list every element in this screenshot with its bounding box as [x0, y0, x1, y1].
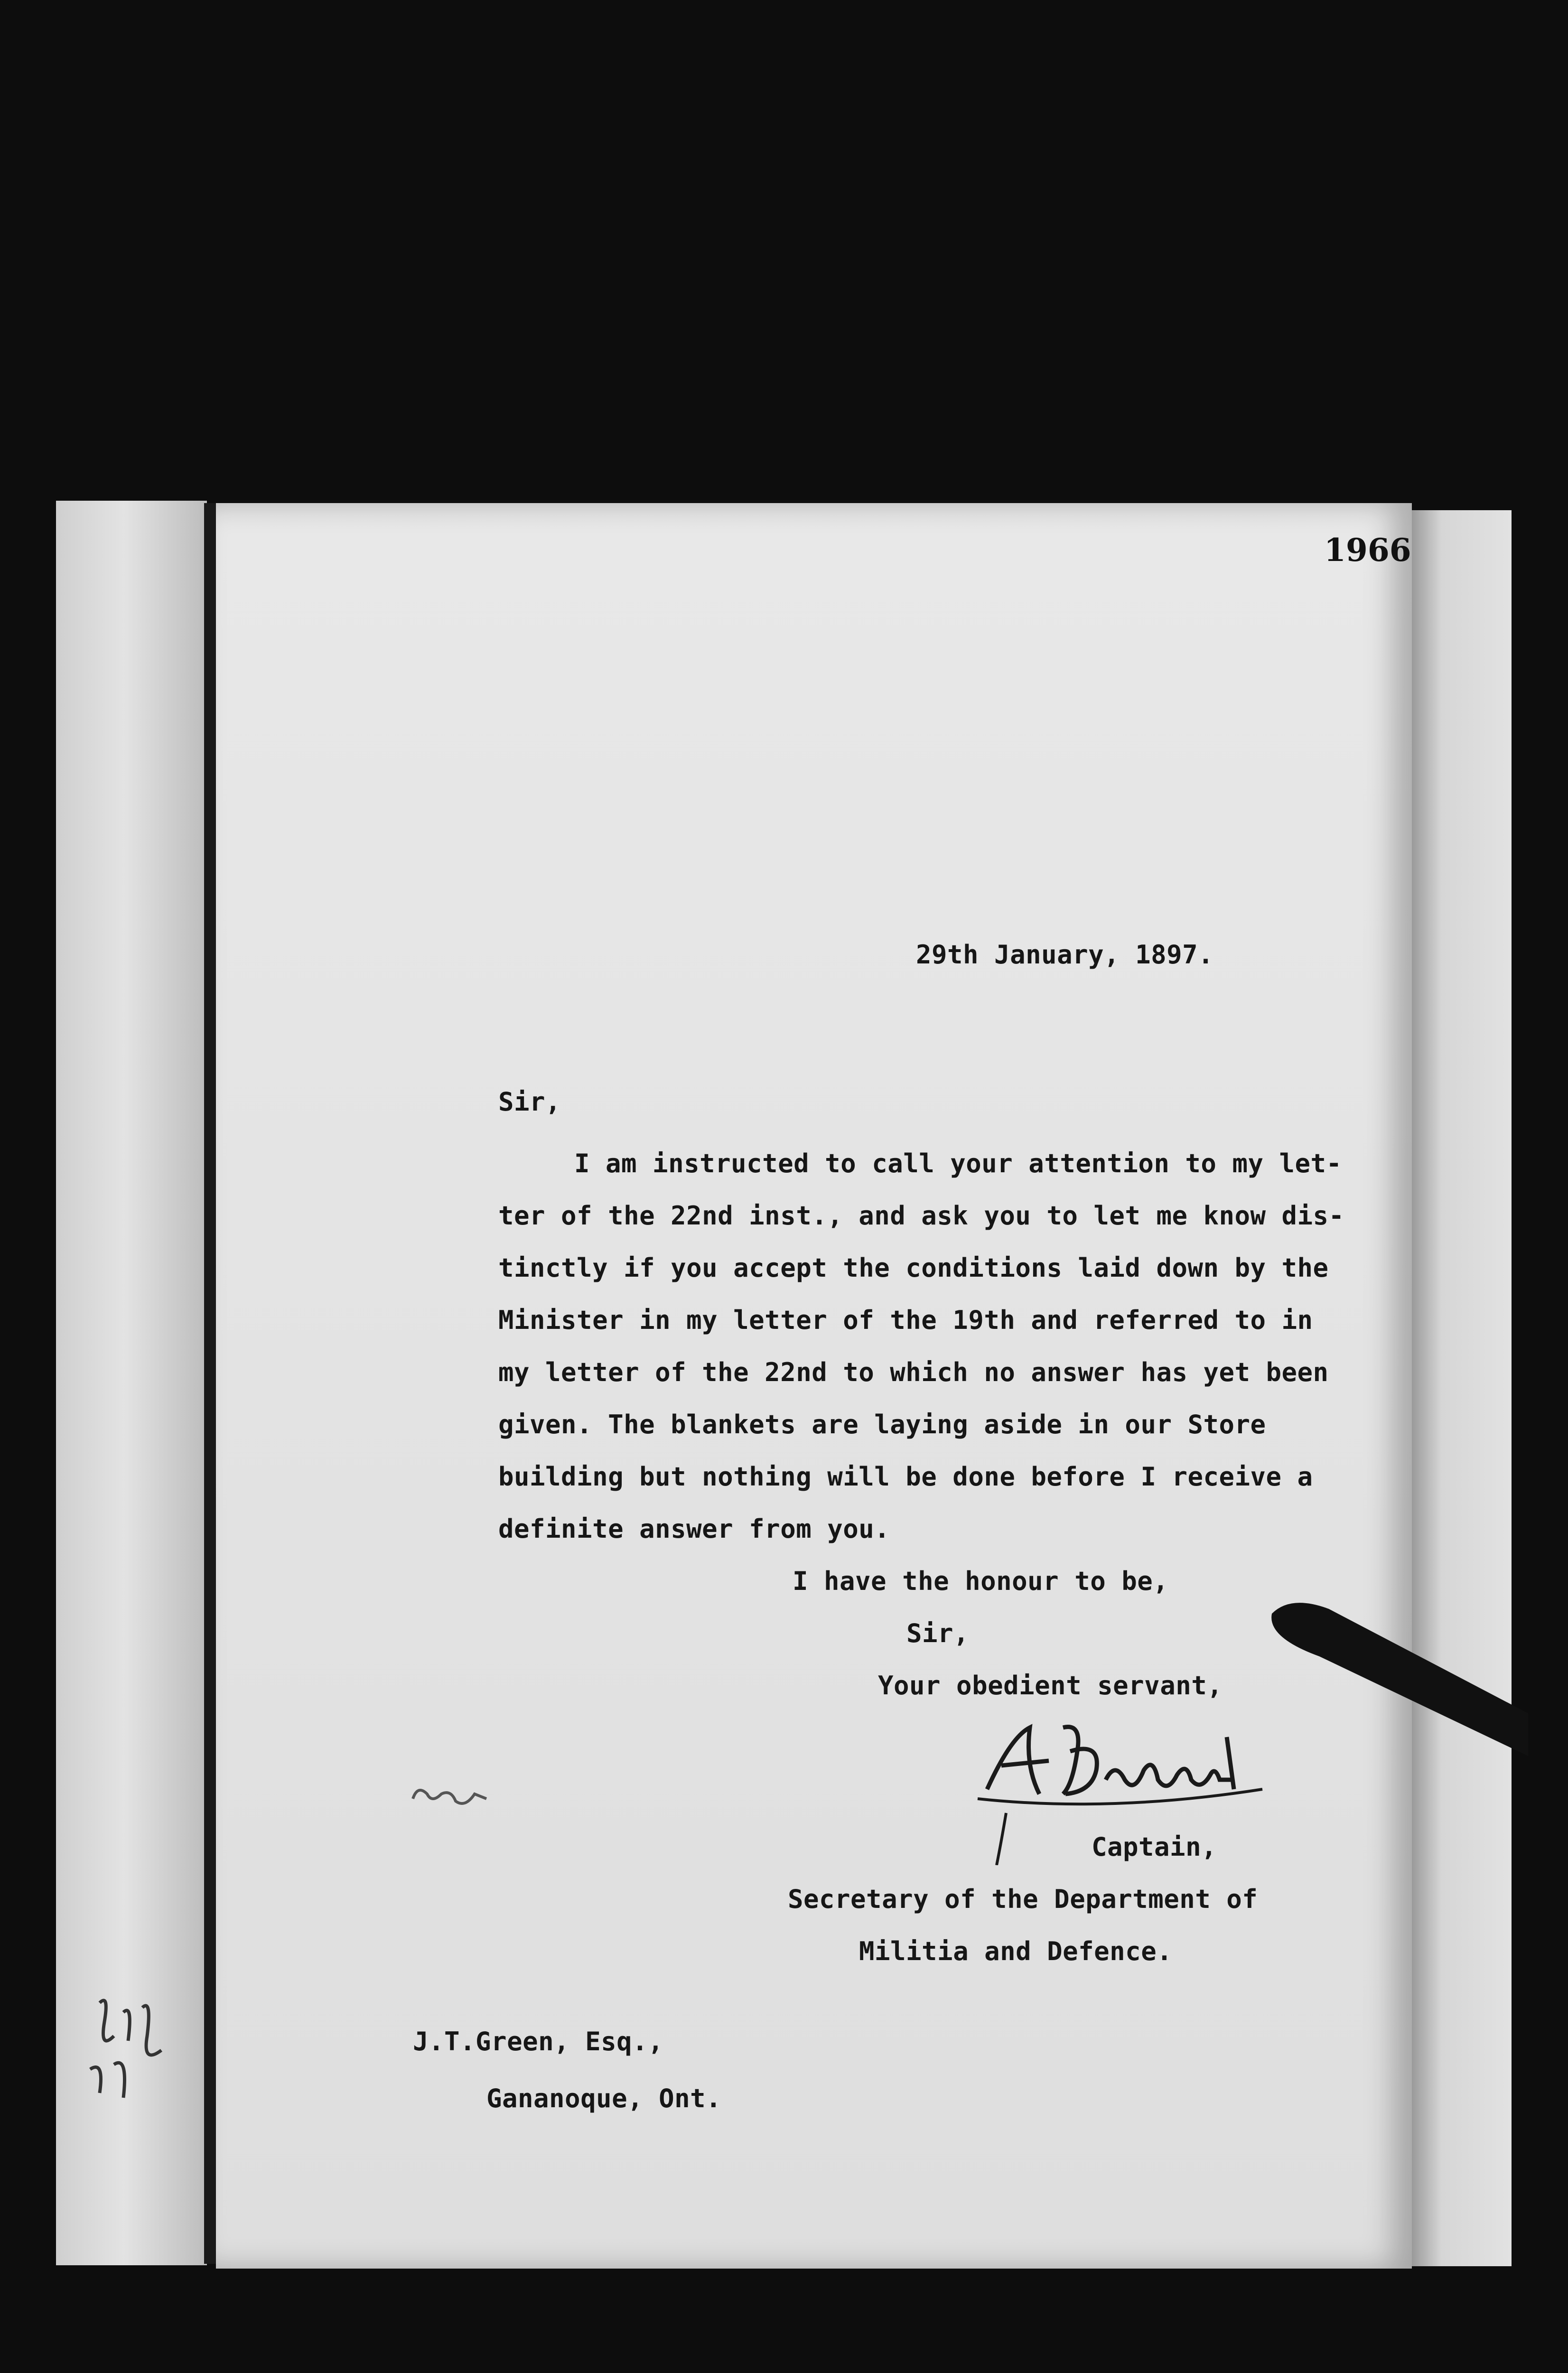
signer-title: Militia and Defence.	[859, 1936, 1173, 1966]
body-line: Minister in my letter of the 19th and referred to in	[498, 1305, 1313, 1335]
body-line: tinctly if you accept the conditions laid down by the	[498, 1253, 1329, 1283]
body-line: my letter of the 22nd to which no answer has yet been	[498, 1357, 1329, 1387]
recipient-location: Gananoque, Ont.	[486, 2083, 722, 2113]
closing-line: Sir,	[906, 1618, 970, 1648]
salutation: Sir,	[498, 1087, 561, 1117]
closing-line: Your obedient servant,	[878, 1671, 1223, 1700]
recipient-name: J.T.Green, Esq.,	[413, 2027, 664, 2056]
pencil-annotation	[408, 1780, 489, 1813]
body-line: I am instructed to call your attention to my let-	[574, 1149, 1342, 1178]
signer-rank: Captain,	[1092, 1832, 1217, 1862]
body-line: given. The blankets are laying aside in our Store	[498, 1410, 1266, 1439]
handwritten-margin-notes	[71, 1984, 195, 2117]
letter-date: 29th January, 1897.	[916, 940, 1214, 970]
page-number: 1966	[1324, 532, 1411, 569]
closing-line: I have the honour to be,	[793, 1566, 1169, 1596]
next-leaf-edge	[1412, 510, 1512, 2266]
signer-title: Secretary of the Department of	[788, 1884, 1258, 1914]
body-line: building but nothing will be done before I receive a	[498, 1462, 1313, 1492]
page-weight-pointer	[1262, 1595, 1528, 1766]
body-line: ter of the 22nd inst., and ask you to let me know dis-	[498, 1201, 1344, 1231]
body-line: definite answer from you.	[498, 1514, 890, 1544]
